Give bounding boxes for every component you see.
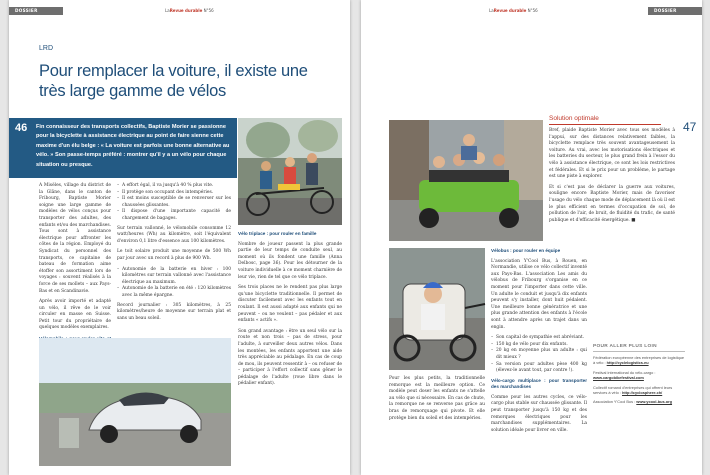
page-number: 47: [683, 120, 697, 134]
section-tag: DOSSIER: [648, 7, 702, 15]
velobus-children-photo: [389, 120, 543, 241]
bullet-list: [117, 267, 231, 300]
paragraph: Après avoir importé et adapté un vélo, il rêve de le voir circuler en masse en Suisse. Petit tour du propriétaire de quelques modèles exemplaires.: [39, 299, 111, 331]
list-item: – 20 kg en moyenne plus un adulte : qui dit mieux ?: [491, 348, 587, 361]
link[interactable]: http://cyclosphere.ch/: [622, 390, 663, 396]
further-reading-list: [593, 355, 687, 409]
list-item: – Sa version pour adultes pèse 400 kg (élevez-le avant tout, par contre !).: [491, 362, 587, 375]
column-right: [491, 248, 587, 468]
paragraph: Bref, plaide Baptiste Morier avec tous ses modèles à l'appui, sur des distances relativement faibles, la bicyclette remplace très souvent avantageusement la voiture. Au vrai, avec les motorisations électriques et les batteries du secteur, le plus grand frein à l'essor du vélo à assistance électrique, ce sont les lois restrictives et fédérales. Et si le prix pour un problème, le partage est une piste à explorer.: [549, 128, 675, 180]
list-item: – Il protège son occupant des intempéries.: [117, 190, 231, 197]
column-2: [117, 183, 231, 333]
bullet-list: [491, 335, 587, 375]
link[interactable]: www.ycool-bus.org: [636, 399, 673, 405]
magazine-header: LaRevue durable N°56: [165, 8, 214, 13]
page-number: 46: [15, 122, 28, 134]
paragraph: A Misèles, village du district de la Glâne, dans le canton de Fribourg, Baptiste Morier soigne une large gamme de modèles de vélos conçus pour transporter des adultes, des enfants et/ou des marchandises. Tous sont à assistance électrique pour affronter les côtes de la région. Employé du Syndicat du personnel des transports, ce capitaine de bateau de formation aime étoffer son assortiment lors de voyages : souvent réalisés à la force de ses mollets – aux Pays-Bas et en Scandinavie.: [39, 183, 112, 294]
paragraph: Sur terrain vallonné, le vélomobile consomme 12 watt/heures (Wh) au kilomètre, soit l'équivalent d'environ 0,1 litre d'essence aux 100 kilomètres.: [117, 225, 231, 244]
page-title: Pour remplacer la voiture, il existe une très large gamme de vélos: [39, 62, 308, 100]
list-item: – Autonomie de la batterie en été : 120 kilomètres avec la même épargne.: [117, 286, 231, 299]
section-tag: DOSSIER: [9, 7, 63, 15]
list-item: Fédération européenne des entreprises de logistique à vélo : http://cyclelogistics.eu: [593, 355, 685, 366]
velomobile-photo: [39, 338, 231, 466]
right-page: [361, 0, 702, 475]
list-item: Collectif romand d'entreprises qui offrent leurs services à vélo : http://cyclosphere.ch/: [593, 384, 673, 396]
paragraph: Et si c'est pas de déclarer la guerre aux voitures, souligne encore Baptiste Morier, mais de favoriser l'usage du vélo chaque mode de déplacement là où il est le plus efficient en termes d'occupation de sol, de pollution de l'air, de bruit, de fluidité du trafic, de santé publique et d'efficacité énergétique. ■: [549, 184, 675, 223]
subheading: Vélobus : pour rouler en équipe: [491, 248, 561, 253]
list-item: – 150 kg de vélo pour dix enfants.: [491, 342, 587, 349]
paragraph: Le toit solaire produit une moyenne de 500 Wh par jour avec un record à plus de 900 Wh.: [117, 249, 231, 261]
link[interactable]: http://cyclelogistics.eu: [606, 360, 649, 366]
paragraph: Comme pour les autres cycles, ce vélo-cargo plus stable sur chaussée glissante. Il peut transporter jusqu'à 150 kg et des remorques électriques pour les marchandises supplémentaires. La solution idéale pour livrer en ville.: [491, 394, 587, 433]
lead-text: Fin connaisseur des transports collectifs, Baptiste Morier se passionne pour la bicyclette à assistance électrique au point de faire sienne cette maxime d'un élu belge : « La voiture est parfois une bonne alternative au vélo. » Son passe-temps préféré : montrer qu'il y a un vélo pour chaque situation ou presque.: [36, 124, 230, 168]
link[interactable]: www.cargobikefestival.com: [593, 375, 644, 381]
column-1: [39, 183, 111, 333]
list-item: – A effort égal, il va jusqu'à 40 % plus vite.: [117, 183, 231, 190]
paragraph: Record journalier : 305 kilomètres, à 25 kilomètres/heure de moyenne sur terrain plat et sans un beau soleil.: [117, 302, 231, 321]
sidebar-text: [549, 128, 675, 240]
paragraph: Ses trois places ne le rendent pas plus large qu'une bicyclette traditionnelle. Il permet de discuter facilement avec les enfants tout en roulant. Il est aussi adapté aux enfants qui ne peuvent – ou ne veulent – pas pédaler et aux enfants « actifs ».: [238, 285, 342, 324]
paragraph: Pour les plus petits, la traditionnelle remorque est la meilleure option. Ce modèle peut doser les enfants ne s'attelle au vélo que si nécessaire. En cas de chute, la remorque ne se renverse pas grâce au bras de remorquage qui pivote. Et elle protège bien du soleil et des intempéries.: [389, 376, 485, 421]
sidebar-title: Solution optimale: [549, 115, 599, 122]
trailer-child-photo: [389, 248, 485, 370]
list-item: Festival international du vélo-cargo : www.cargobikefestival.com: [593, 369, 656, 381]
column-3: [238, 231, 342, 467]
family-triplet-bike-photo: [238, 118, 342, 225]
kicker: LRD: [39, 45, 54, 52]
list-item: – Son capital de sympathie est abréviant.: [491, 335, 587, 342]
lead-box: [9, 118, 237, 178]
left-page: [9, 0, 350, 475]
list-item: Association Y'Cool Bus : www.ycool-bus.org: [593, 399, 673, 405]
paragraph: Nombre de joueur passent la plus grande partie de leur temps de conduite seul, au moment où ils fondent une famille (Anna Delbosc, page 36). Pour les détourner de la voiture individuelle à ce moment charnière de leur vie, rien de tel que ce vélo triplace.: [238, 241, 342, 280]
magazine-header: LaRevue durable N°56: [489, 8, 538, 13]
list-item: – Autonomie de la batterie en hiver : 100 kilomètres sur terrain vallonné avec l'assistance électrique au maximum.: [117, 267, 231, 287]
divider: [593, 351, 685, 352]
column-lower-left: [389, 376, 485, 466]
paragraph: Son grand avantage : être un seul vélo sur la route et non trois – pas de stress, pour l'adulte, à surveiller deux autres vélos. Dans les montées, les enfants apportent une aide très appréciable au pédalage. En cas de coup de mou, ils peuvent ressentir à – ou refuser de – participer à l'effort collectif sans gêner le pédalage de l'adulte (roue libre dans le pédalier enfant).: [238, 328, 342, 387]
subheading: Vélo triplace : pour rouler en famille: [238, 231, 317, 236]
further-reading-title: POUR ALLER PLUS LOIN: [593, 344, 657, 349]
list-item: – Il dispose d'une importante capacité de chargement de bagages.: [117, 209, 231, 222]
divider: [549, 124, 661, 125]
bullet-list: [117, 183, 231, 223]
subheading: Vélo-cargo multiplace : pour transporter des marchandises: [491, 377, 587, 390]
paragraph: L'association Y'Cool Bus, à Rouen, en Normandie, utilise ce vélo collectif inventé aux Pays-Bas. L'association Les amis du vélobus de Fribourg s'organise en ce moment pour l'importer dans cette ville. Un adulte le conduit et jusqu'à dix enfants peuvent s'y installer, dont huit pédalent. Une meilleure bonne génératrice et une plus grande attention des enfants à l'école sont à attendre après un trajet dans un engin.: [491, 258, 587, 330]
list-item: – Il est moins susceptible de se renverser sur les chaussées glissantes.: [117, 196, 231, 209]
